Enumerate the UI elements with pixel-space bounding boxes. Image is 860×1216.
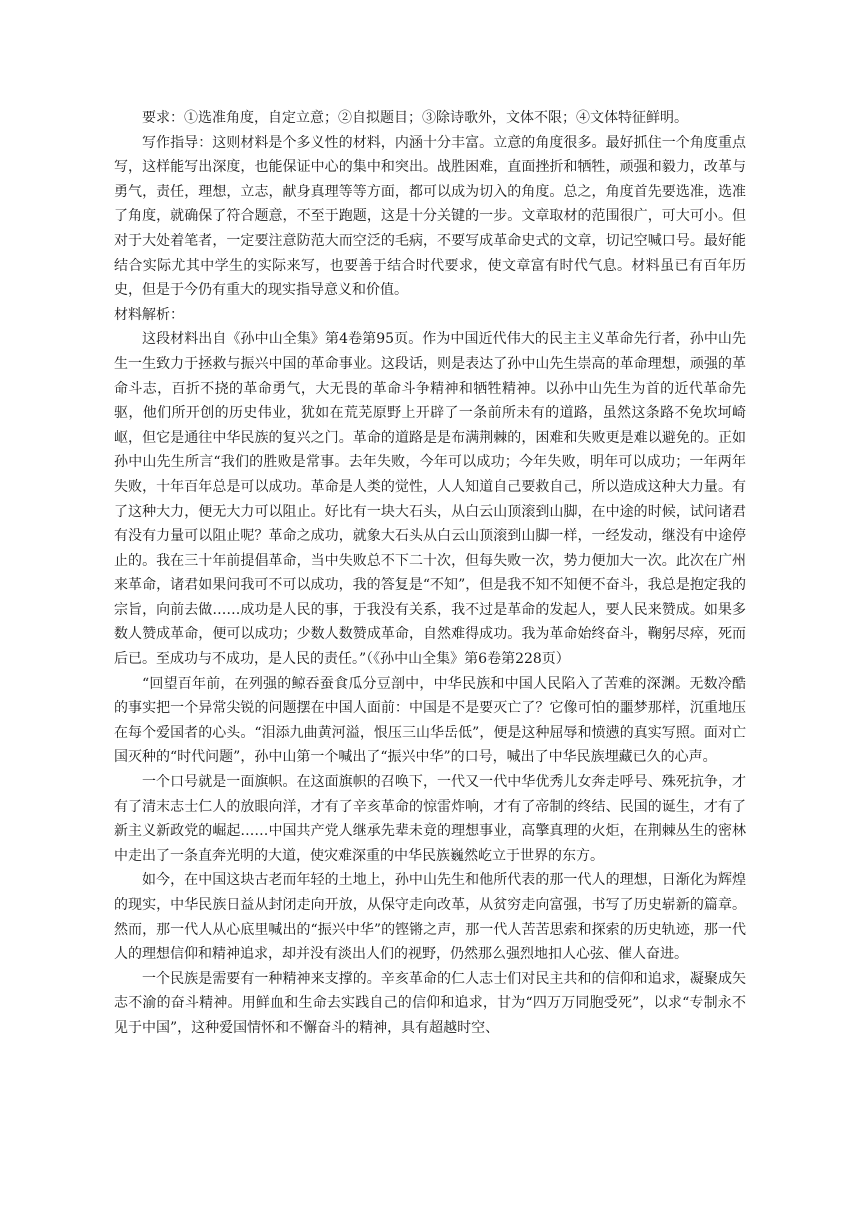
requirements-paragraph: 要求：①选准角度，自定立意；②自拟题目；③除诗歌外，文体不限；④文体特征鲜明。: [142, 110, 688, 126]
slogan-banner-paragraph: 一个口号就是一面旗帜。在这面旗帜的召唤下，一代又一代中华优秀儿女奔走呼号、殊死抗争，才有了清末志士仁人的放眼向洋，才有了辛亥革命的惊雷炸响，才有了帝制的终结、民国的诞生，才有了新主义新政党的崛起……中国共产党人继承先辈未竟的理想事业，高擎真理的火炬，在荆棘丛生的密林中走出了一条直奔光明的大道，使灾难深重的中华民族巍然屹立于世界的东方。: [114, 774, 746, 864]
material-analysis-heading: 材料解析：: [114, 306, 184, 323]
writing-guidance-paragraph: 写作指导：这则材料是个多义性的材料，内涵十分丰富。立意的角度很多。最好抓住一个角度重点写，这样能写出深度，也能保证中心的集中和突出。战胜困难，直面挫折和牺牲，顽强和毅力，改革与勇气，责任，理想，立志，献身真理等等方面，都可以成为切入的角度。总之，角度首先要选准，选准了角度，就确保了符合题意，不至于跑题，这是十分关键的一步。文章取材的范围很广，可大可小。但对于大处着笔者，一定要注意防范大而空泛的毛病，不要写成革命史式的文章，切记空喊口号。最好能结合实际尤其中学生的实际来写，也要善于结合时代要求，使文章富有时代气息。材料虽已有百年历史，但是于今仍有重大的现实指导意义和价值。: [114, 134, 746, 299]
material-source-paragraph: 这段材料出自《孙中山全集》第4卷第95页。作为中国近代伟大的民主主义革命先行者，孙中山先生一生致力于拯救与振兴中国的革命事业。这段话，则是表达了孙中山先生崇高的革命理想，顽强的革命斗志，百折不挠的革命勇气，大无畏的革命斗争精神和牺牲精神。以孙中山先生为首的近代革命先驱，他们所开创的历史伟业，犹如在荒芜原野上开辟了一条前所未有的道路，虽然这条路不免坎坷崎岖，但它是通往中华民族的复兴之门。革命的道路是是布满荆棘的，困难和失败更是难以避免的。正如孙中山先生所言“我们的胜败是常事。去年失败，今年可以成功；今年失败，明年可以成功；一年两年失败，十年百年总是可以成功。革命是人类的觉性，人人知道自己要救自己，所以造成这种大力量。有了这种大力，便无大力可以阻止。好比有一块大石头，从白云山顶滚到山脚，在中途的时候，试问诸君有没有力量可以阻止呢？革命之成功，就象大石头从白云山顶滚到山脚一样，一经发动，继没有中途停止的。我在三十年前提倡革命，当中失败总不下二十次，但每失败一次，势力便加大一次。此次在广州来革命，诸君如果问我可不可以成功，我的答复是“不知”，但是我不知不知便不奋斗，我总是抱定我的宗旨，向前去做……成功是人民的事，于我没有关系，我不过是革命的发起人，要人民来赞成。如果多数人赞成革命，便可以成功；少数人数赞成革命，自然难得成功。我为革命始终奋斗，鞠躬尽瘁，死而后已。至成功与不成功，是人民的责任。”（《孙中山全集》第6卷第228页）: [114, 331, 746, 668]
present-day-paragraph: 如今，在中国这块古老而年轻的土地上，孙中山先生和他所代表的那一代人的理想，日渐化为辉煌的现实，中华民族日益从封闭走向开放，从保守走向改革，从贫穷走向富强，书写了历史崭新的篇章。然而，那一代人从心底里喊出的“振兴中华”的铿锵之声，那一代人苦苦思索和探索的历史轨迹，那一代人的理想信仰和精神追求，却并没有淡出人们的视野，仍然那么强烈地扣人心弦、催人奋进。: [114, 872, 746, 963]
document-body: [114, 106, 746, 1041]
history-review-paragraph: “回望百年前，在列强的鲸吞蚕食瓜分豆剖中，中华民族和中国人民陷入了苦难的深渊。无数冷酷的事实把一个异常尖锐的问题摆在中国人面前：中国是不是要灭亡了？它像可怕的噩梦那样，沉重地压在每个爱国者的心头。“泪添九曲黄河溢，恨压三山华岳低”，便是这种屈辱和愤懑的真实写照。面对亡国灭种的“时代问题”，孙中山第一个喊出了“振兴中华”的口号，喊出了中华民族埋藏已久的心声。: [114, 675, 746, 766]
national-spirit-paragraph: 一个民族是需要有一种精神来支撑的。辛亥革命的仁人志士们对民主共和的信仰和追求，凝聚成矢志不渝的奋斗精神。用鲜血和生命去实践自己的信仰和追求，甘为“四万万同胞受死”，以求“专制永不见于中国”，这种爱国情怀和不懈奋斗的精神，具有超越时空、: [114, 970, 746, 1036]
